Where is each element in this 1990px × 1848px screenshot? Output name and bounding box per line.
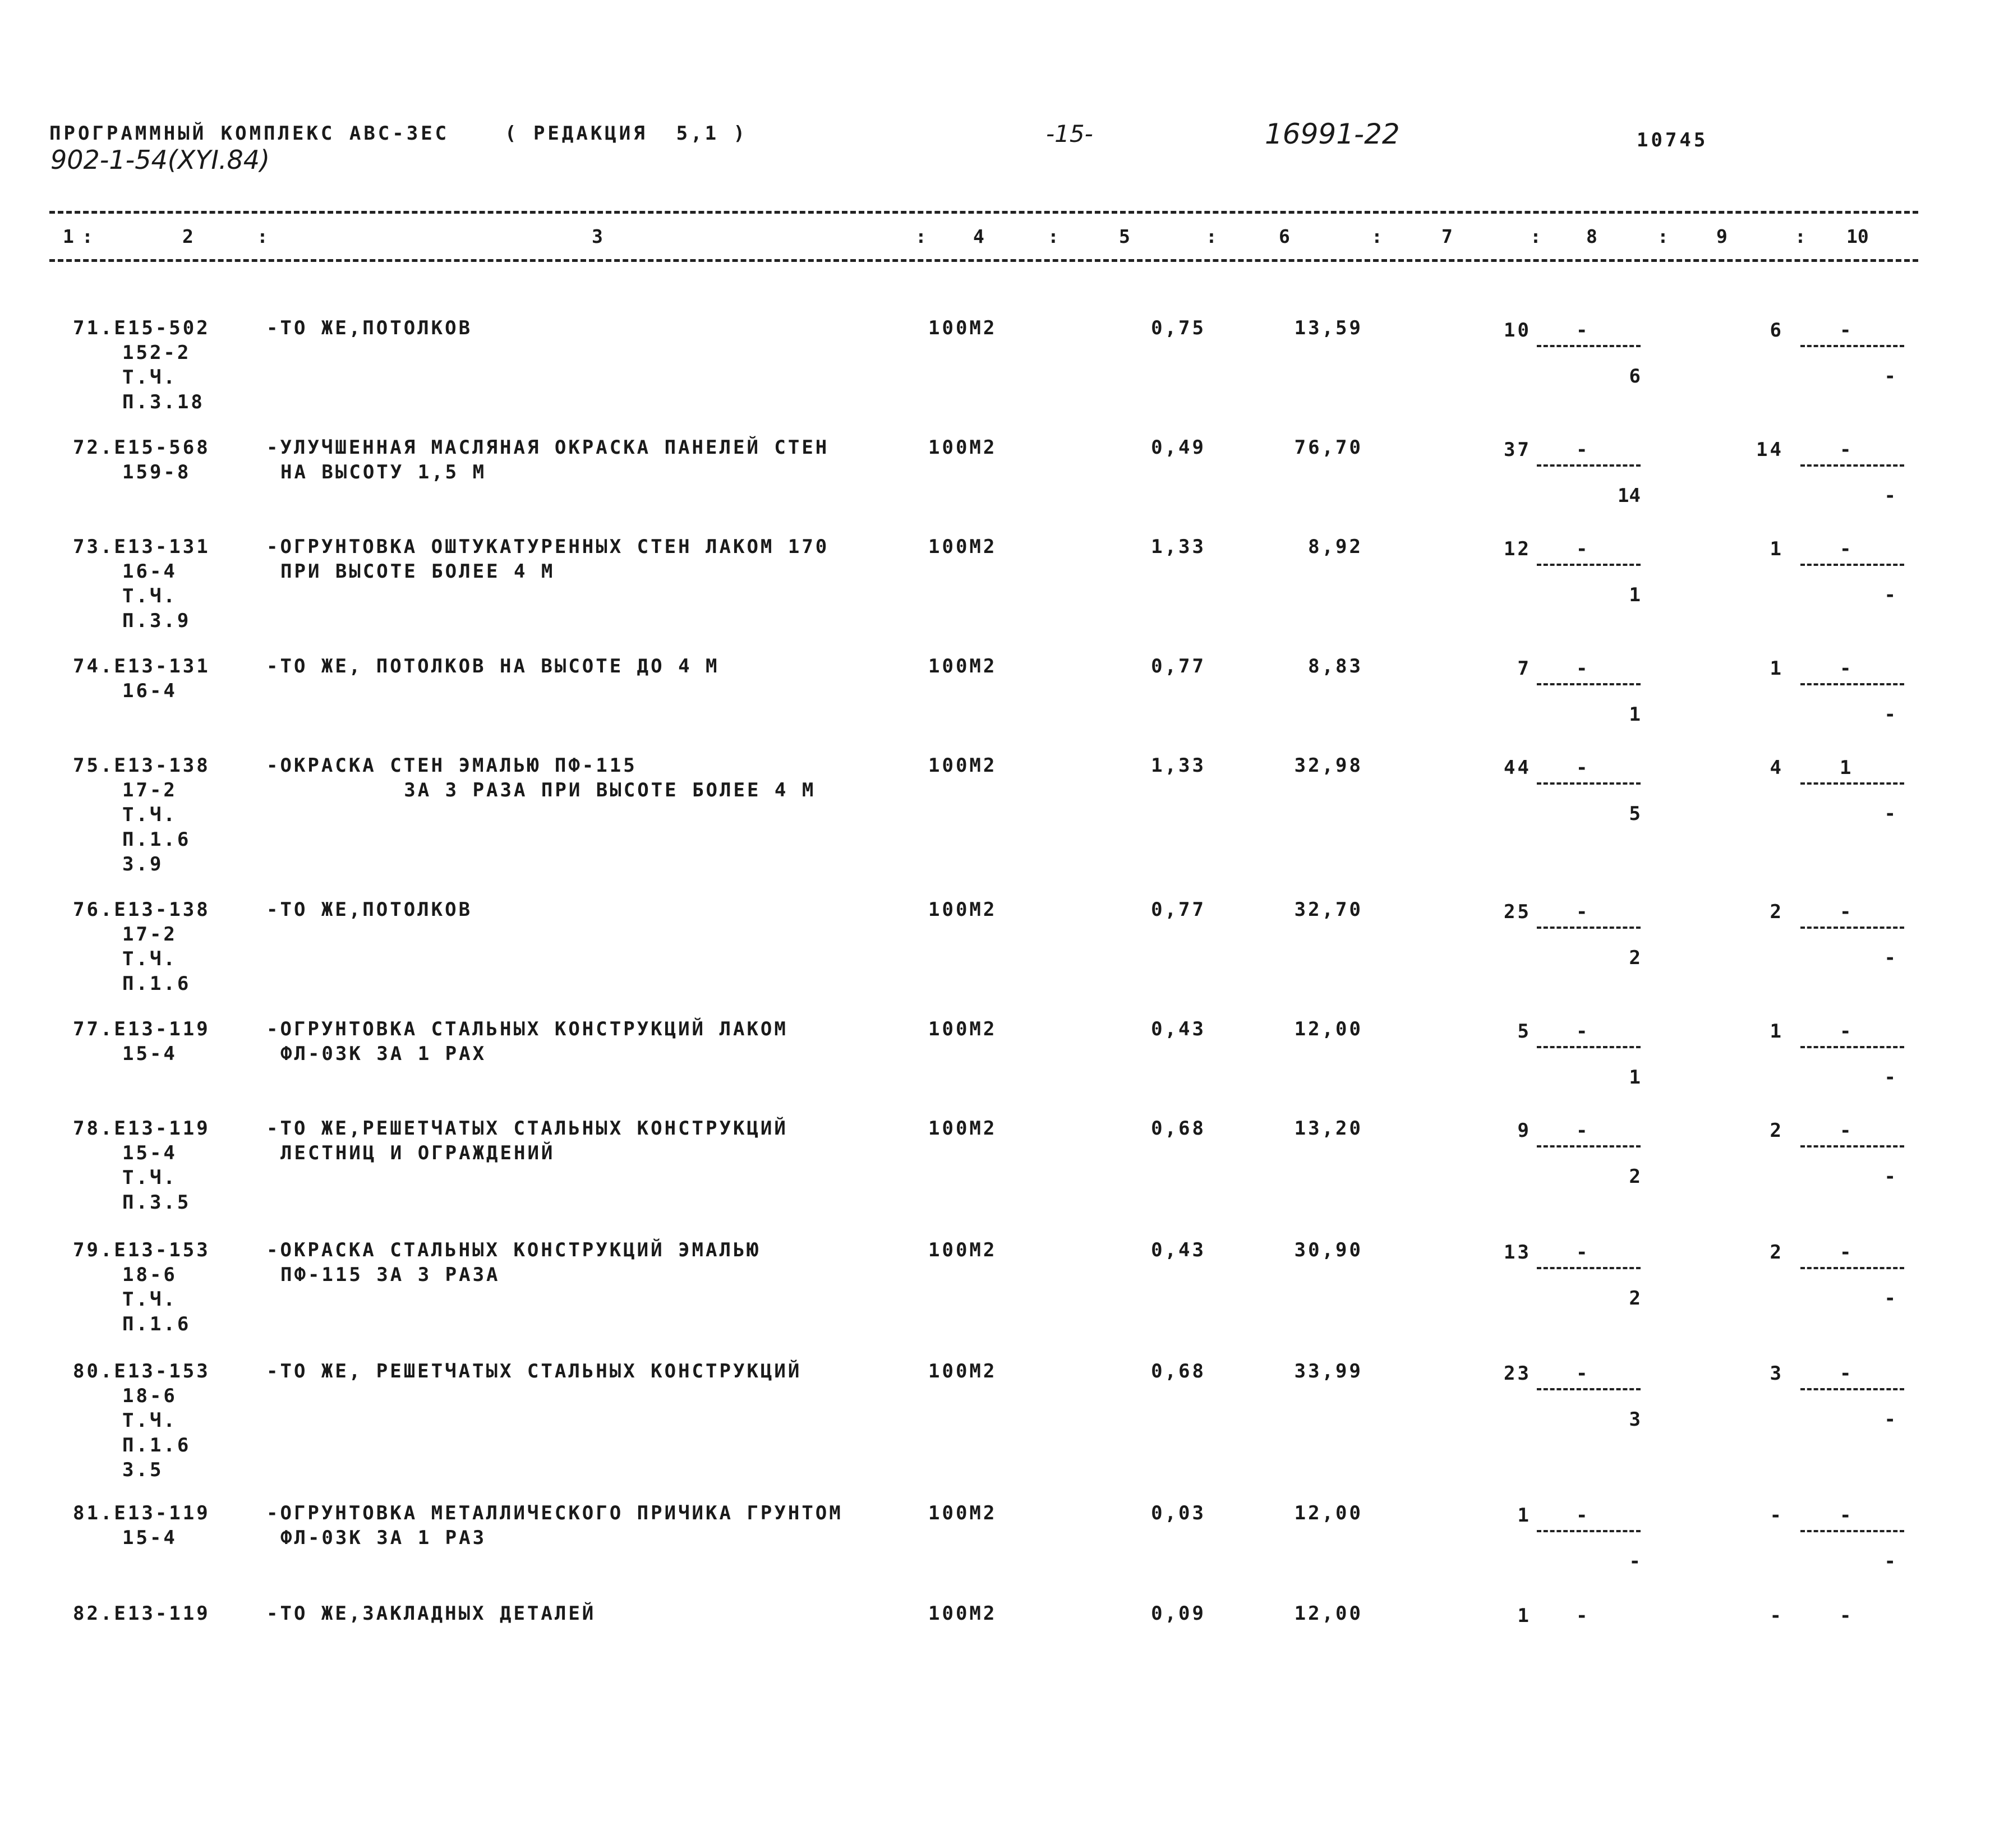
col-header-5: 5 — [1119, 225, 1130, 247]
row-quantity: 1,33 — [1151, 536, 1206, 558]
row-code: 81.Е13-119 — [73, 1502, 210, 1524]
row-col9: 2 — [1770, 1119, 1784, 1142]
row-col9: 1 — [1770, 1020, 1784, 1043]
row-col8-top: - — [1576, 538, 1588, 560]
doc-code: 902-1-54(XYI.84) — [50, 145, 270, 175]
row-code-line: Т.Ч. — [122, 1288, 177, 1311]
row-col10-bottom: - — [1884, 1066, 1896, 1089]
row-col7: 12 — [1504, 538, 1531, 560]
row-code-line: Т.Ч. — [122, 366, 177, 389]
col-header-10: 10 — [1846, 225, 1869, 247]
fraction-rule — [1800, 1145, 1904, 1147]
row-col9: 14 — [1756, 439, 1784, 461]
row-col8-top: - — [1576, 901, 1588, 923]
col-separator: : — [1371, 225, 1383, 247]
row-unit-price: 33,99 — [1294, 1360, 1363, 1382]
col-header-2: 2 — [182, 225, 194, 247]
row-col7: 44 — [1504, 757, 1531, 779]
row-col8-top: - — [1576, 1605, 1588, 1627]
row-code-line: П.3.5 — [122, 1191, 191, 1214]
row-code-line: Т.Ч. — [122, 585, 177, 607]
col-header-4: 4 — [973, 225, 984, 247]
row-col10-bottom: - — [1884, 485, 1896, 507]
row-code-line: П.1.6 — [122, 828, 191, 851]
row-col9: - — [1770, 1504, 1784, 1527]
row-unit-price: 12,00 — [1294, 1018, 1363, 1040]
row-col10-bottom: - — [1884, 803, 1896, 825]
row-description: -ТО ЖЕ, ПОТОЛКОВ НА ВЫСОТЕ ДО 4 М — [266, 655, 720, 678]
row-unit: 100М2 — [928, 1117, 997, 1140]
fraction-rule — [1537, 683, 1641, 685]
row-description: -ОГРУНТОВКА СТАЛЬНЫХ КОНСТРУКЦИЙ ЛАКОМ — [266, 1018, 788, 1040]
row-col10-top: - — [1840, 1020, 1851, 1043]
fraction-rule — [1537, 1530, 1641, 1532]
row-code-line: 152-2 — [122, 342, 191, 364]
row-description: -УЛУЧШЕННАЯ МАСЛЯНАЯ ОКРАСКА ПАНЕЛЕЙ СТЕН — [266, 436, 830, 459]
row-code-line: Т.Ч. — [122, 1167, 177, 1189]
fraction-rule — [1537, 564, 1641, 566]
row-unit-price: 32,70 — [1294, 898, 1363, 921]
row-col10-bottom: - — [1884, 1165, 1896, 1188]
row-code-line: Т.Ч. — [122, 804, 177, 826]
fraction-rule — [1800, 1530, 1904, 1532]
fraction-rule — [1537, 345, 1641, 347]
row-code-line: 16-4 — [122, 560, 177, 583]
row-code: 79.Е13-153 — [73, 1239, 210, 1261]
row-col10-top: - — [1840, 439, 1851, 461]
row-code: 82.Е13-119 — [73, 1602, 210, 1625]
row-col8-top: - — [1576, 319, 1588, 342]
row-col10-top: - — [1840, 1241, 1851, 1264]
row-quantity: 0,77 — [1151, 898, 1206, 921]
row-code-line: 17-2 — [122, 923, 177, 946]
row-code-line: П.1.6 — [122, 973, 191, 995]
row-quantity: 0,09 — [1151, 1602, 1206, 1625]
row-code-line: Т.Ч. — [122, 948, 177, 970]
fraction-rule — [1537, 464, 1641, 467]
row-col10-bottom: - — [1884, 703, 1896, 726]
row-unit: 100М2 — [928, 536, 997, 558]
row-quantity: 1,33 — [1151, 754, 1206, 777]
row-col8-top: - — [1576, 757, 1588, 779]
row-description: -ТО ЖЕ,ЗАКЛАДНЫХ ДЕТАЛЕЙ — [266, 1602, 596, 1625]
row-col8-top: - — [1576, 439, 1588, 461]
row-col10-top: - — [1840, 1605, 1851, 1627]
row-col9: - — [1770, 1605, 1784, 1627]
row-code: 74.Е13-131 — [73, 655, 210, 678]
row-col8-bottom: 2 — [1629, 1287, 1641, 1310]
col-separator: : — [1530, 225, 1541, 247]
row-unit-price: 13,59 — [1294, 317, 1363, 339]
col-separator: : — [82, 225, 93, 247]
row-code-line: 17-2 — [122, 779, 177, 801]
row-code-line: П.1.6 — [122, 1434, 191, 1457]
row-code-line: 3.5 — [122, 1459, 164, 1481]
row-col8-top: - — [1576, 1119, 1588, 1142]
row-col7: 1 — [1517, 1504, 1531, 1527]
col-header-8: 8 — [1586, 225, 1597, 247]
row-unit: 100М2 — [928, 898, 997, 921]
row-code-line: 15-4 — [122, 1142, 177, 1164]
row-quantity: 0,43 — [1151, 1239, 1206, 1261]
row-unit-price: 12,00 — [1294, 1602, 1363, 1625]
fraction-rule — [1800, 345, 1904, 347]
fraction-rule — [1800, 1046, 1904, 1048]
row-col10-top: - — [1840, 538, 1851, 560]
row-code-line: 18-6 — [122, 1385, 177, 1407]
row-col10-top: 1 — [1840, 757, 1851, 779]
row-col8-bottom: 14 — [1618, 485, 1641, 507]
row-quantity: 0,68 — [1151, 1360, 1206, 1382]
row-col10-bottom: - — [1884, 365, 1896, 388]
row-col10-bottom: - — [1884, 584, 1896, 606]
row-description: -ОКРАСКА СТАЛЬНЫХ КОНСТРУКЦИЙ ЭМАЛЬЮ — [266, 1239, 761, 1261]
row-description: ФЛ-03К ЗА 1 РАЗ — [280, 1527, 487, 1549]
row-unit: 100М2 — [928, 1239, 997, 1261]
row-unit-price: 8,83 — [1308, 655, 1363, 678]
row-col10-top: - — [1840, 1504, 1851, 1527]
col-header-3: 3 — [592, 225, 603, 247]
row-description: ПФ-115 ЗА 3 РАЗА — [280, 1264, 500, 1286]
row-col7: 25 — [1504, 901, 1531, 923]
row-code-line: 159-8 — [122, 461, 191, 483]
row-unit-price: 32,98 — [1294, 754, 1363, 777]
row-quantity: 0,43 — [1151, 1018, 1206, 1040]
row-description: -ТО ЖЕ,РЕШЕТЧАТЫХ СТАЛЬНЫХ КОНСТРУКЦИЙ — [266, 1117, 788, 1140]
row-quantity: 0,75 — [1151, 317, 1206, 339]
page-number: -15- — [1046, 120, 1093, 148]
row-unit: 100М2 — [928, 1018, 997, 1040]
fraction-rule — [1800, 564, 1904, 566]
col-header-6: 6 — [1279, 225, 1290, 247]
row-col10-bottom: - — [1884, 1550, 1896, 1573]
row-col10-top: - — [1840, 1362, 1851, 1385]
row-col8-bottom: 6 — [1629, 365, 1641, 388]
col-header-1: 1 — [63, 225, 74, 247]
fraction-rule — [1800, 464, 1904, 467]
row-col8-top: - — [1576, 657, 1588, 680]
fraction-rule — [1800, 1267, 1904, 1269]
col-header-7: 7 — [1441, 225, 1453, 247]
row-code: 80.Е13-153 — [73, 1360, 210, 1382]
row-col8-bottom: 2 — [1629, 947, 1641, 969]
row-quantity: 0,49 — [1151, 436, 1206, 459]
fraction-rule — [1800, 782, 1904, 785]
row-unit-price: 76,70 — [1294, 436, 1363, 459]
row-code-line: П.3.9 — [122, 610, 191, 632]
row-quantity: 0,77 — [1151, 655, 1206, 678]
row-code-line: 16-4 — [122, 680, 177, 702]
fraction-rule — [1537, 782, 1641, 785]
row-code: 77.Е13-119 — [73, 1018, 210, 1040]
edition-label: ( РЕДАКЦИЯ 5,1 ) — [505, 122, 748, 145]
row-col9: 6 — [1770, 319, 1784, 342]
row-col9: 1 — [1770, 538, 1784, 560]
row-col7: 23 — [1504, 1362, 1531, 1385]
row-col9: 2 — [1770, 1241, 1784, 1264]
row-col8-top: - — [1576, 1362, 1588, 1385]
row-unit-price: 13,20 — [1294, 1117, 1363, 1140]
document-number: 10745 — [1637, 129, 1708, 151]
row-col8-top: - — [1576, 1504, 1588, 1527]
row-col9: 1 — [1770, 657, 1784, 680]
row-description: ПРИ ВЫСОТЕ БОЛЕЕ 4 М — [280, 560, 555, 583]
row-unit: 100М2 — [928, 317, 997, 339]
row-code-line: П.1.6 — [122, 1313, 191, 1335]
col-separator: : — [1657, 225, 1669, 247]
col-header-9: 9 — [1716, 225, 1728, 247]
row-col9: 2 — [1770, 901, 1784, 923]
row-col8-bottom: 1 — [1629, 584, 1641, 606]
row-unit: 100М2 — [928, 655, 997, 678]
row-code: 71.Е15-502 — [73, 317, 210, 339]
row-description: -ТО ЖЕ, РЕШЕТЧАТЫХ СТАЛЬНЫХ КОНСТРУКЦИЙ — [266, 1360, 802, 1382]
row-col7: 7 — [1517, 657, 1531, 680]
row-code: 75.Е13-138 — [73, 754, 210, 777]
row-col8-top: - — [1576, 1020, 1588, 1043]
row-col8-bottom: 1 — [1629, 1066, 1641, 1089]
col-separator: : — [915, 225, 927, 247]
row-col8-bottom: 1 — [1629, 703, 1641, 726]
row-col10-top: - — [1840, 901, 1851, 923]
row-description: ЗА 3 РАЗА ПРИ ВЫСОТЕ БОЛЕЕ 4 М — [280, 779, 816, 801]
row-code-line: Т.Ч. — [122, 1409, 177, 1432]
row-unit-price: 12,00 — [1294, 1502, 1363, 1524]
row-col9: 3 — [1770, 1362, 1784, 1385]
header-bottom-rule — [49, 259, 1918, 262]
row-col8-bottom: 3 — [1629, 1408, 1641, 1431]
row-col8-bottom: 2 — [1629, 1165, 1641, 1188]
row-unit: 100М2 — [928, 754, 997, 777]
row-code: 78.Е13-119 — [73, 1117, 210, 1140]
row-col8-bottom: - — [1629, 1550, 1641, 1573]
row-description: -ОКРАСКА СТЕН ЭМАЛЬЮ ПФ-115 — [266, 754, 637, 777]
row-code: 73.Е13-131 — [73, 536, 210, 558]
row-unit: 100М2 — [928, 1502, 997, 1524]
row-col10-top: - — [1840, 319, 1851, 342]
row-quantity: 0,68 — [1151, 1117, 1206, 1140]
row-col10-bottom: - — [1884, 1287, 1896, 1310]
fraction-rule — [1537, 1046, 1641, 1048]
col-separator: : — [257, 225, 268, 247]
row-description: -ТО ЖЕ,ПОТОЛКОВ — [266, 898, 473, 921]
row-code-line: 3.9 — [122, 853, 164, 875]
row-col7: 37 — [1504, 439, 1531, 461]
row-col7: 10 — [1504, 319, 1531, 342]
row-col10-bottom: - — [1884, 947, 1896, 969]
col-separator: : — [1048, 225, 1059, 247]
fraction-rule — [1537, 1145, 1641, 1147]
row-code-line: 15-4 — [122, 1043, 177, 1065]
fraction-rule — [1537, 1388, 1641, 1390]
row-col8-top: - — [1576, 1241, 1588, 1264]
row-col7: 5 — [1517, 1020, 1531, 1043]
row-description: -ТО ЖЕ,ПОТОЛКОВ — [266, 317, 473, 339]
row-code: 76.Е13-138 — [73, 898, 210, 921]
col-separator: : — [1206, 225, 1217, 247]
row-description: -ОГРУНТОВКА МЕТАЛЛИЧЕСКОГО ПРИЧИКА ГРУНТОМ — [266, 1502, 843, 1524]
header-top-rule — [49, 211, 1918, 214]
row-description: ФЛ-03К ЗА 1 РАХ — [280, 1043, 487, 1065]
program-title: ПРОГРАММНЫЙ КОМПЛЕКС АВС-3ЕС — [49, 122, 450, 145]
row-col10-bottom: - — [1884, 1408, 1896, 1431]
row-code-line: 18-6 — [122, 1264, 177, 1286]
row-code: 72.Е15-568 — [73, 436, 210, 459]
fraction-rule — [1800, 683, 1904, 685]
row-code-line: 15-4 — [122, 1527, 177, 1549]
row-description: НА ВЫСОТУ 1,5 М — [280, 461, 487, 483]
row-col7: 13 — [1504, 1241, 1531, 1264]
fraction-rule — [1537, 1267, 1641, 1269]
row-unit-price: 30,90 — [1294, 1239, 1363, 1261]
row-col9: 4 — [1770, 757, 1784, 779]
row-description: ЛЕСТНИЦ И ОГРАЖДЕНИЙ — [280, 1142, 555, 1164]
row-description: -ОГРУНТОВКА ОШТУКАТУРЕННЫХ СТЕН ЛАКОМ 170 — [266, 536, 830, 558]
row-col10-top: - — [1840, 657, 1851, 680]
row-quantity: 0,03 — [1151, 1502, 1206, 1524]
row-col10-top: - — [1840, 1119, 1851, 1142]
fraction-rule — [1800, 927, 1904, 929]
row-code-line: П.3.18 — [122, 391, 205, 413]
row-unit-price: 8,92 — [1308, 536, 1363, 558]
row-col7: 9 — [1517, 1119, 1531, 1142]
col-separator: : — [1795, 225, 1806, 247]
row-unit: 100М2 — [928, 1602, 997, 1625]
row-col7: 1 — [1517, 1605, 1531, 1627]
row-col8-bottom: 5 — [1629, 803, 1641, 825]
fraction-rule — [1800, 1388, 1904, 1390]
fraction-rule — [1537, 927, 1641, 929]
row-unit: 100М2 — [928, 436, 997, 459]
row-unit: 100М2 — [928, 1360, 997, 1382]
drawing-number: 16991-22 — [1265, 118, 1400, 150]
